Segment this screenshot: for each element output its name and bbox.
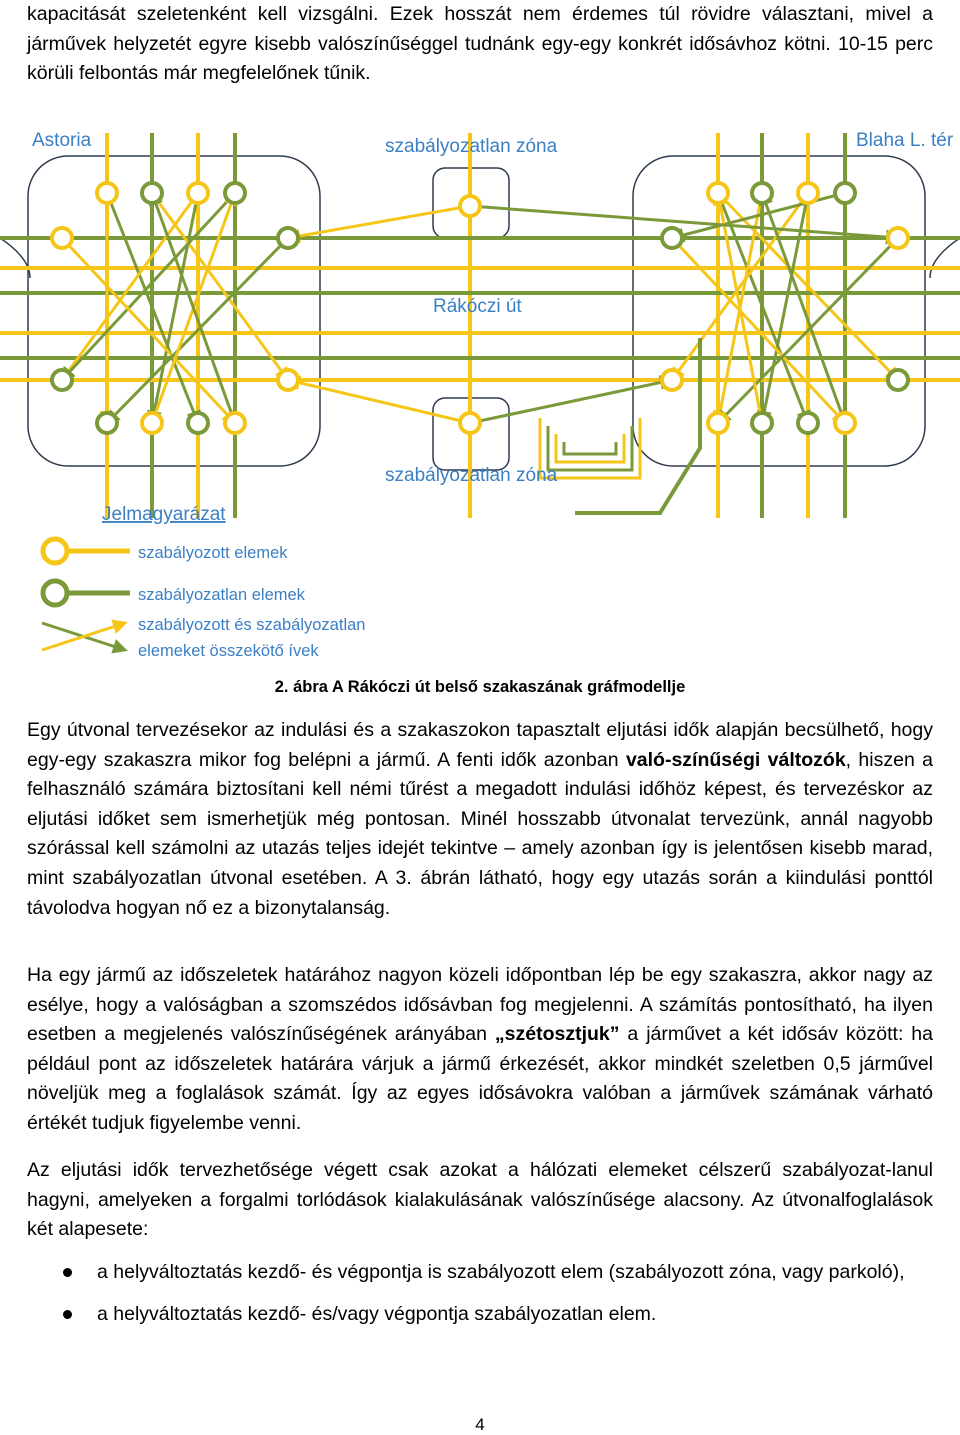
paragraph-1: kapacitását szeletenként kell vizsgálni. Ezek hosszát nem érdemes túl rövidre választani, mivel a járművek helyzetét egyre kisebb valószínűséggel tudnánk egy-egy konkrét idősávhoz kötni. 10-15 perc körüli felbontás már megfelelőnek tűnik.: [27, 3, 933, 85]
legend-arcs-label-2: elemeket összekötő ívek: [138, 642, 319, 660]
exit-path-outer: [575, 338, 700, 513]
regulated-node: [142, 413, 162, 433]
unregulated-node: [97, 413, 117, 433]
regulated-node: [278, 370, 298, 390]
regulated-node: [708, 413, 728, 433]
regulated-node: [798, 183, 818, 203]
connecting-arc: [152, 193, 198, 423]
connecting-arc: [672, 238, 845, 423]
label-rakoczi: Rákóczi út: [433, 296, 522, 317]
unregulated-node: [752, 183, 772, 203]
regulated-node: [225, 413, 245, 433]
zone-blaha: [633, 156, 925, 466]
legend-unregulated-label: szabályozatlan elemek: [138, 586, 305, 604]
unregulated-node: [752, 413, 772, 433]
regulated-node: [97, 183, 117, 203]
bullet-text-2: a helyváltoztatás kezdő- és/vagy végpontja szabályozatlan elem.: [97, 1302, 657, 1325]
legend-arcs-label-1: szabályozott és szabályozatlan: [138, 616, 366, 634]
connecting-arc: [288, 206, 470, 238]
paragraph-4: Az eljutási idők tervezhetősége végett csak azokat a hálózati elemeket célszerű szabályozat-lanul hagyni, amelyeken a forgalmi torlódások kialakulásának valószínűsége alacsony. Az útvonalfoglalások két alapesete:: [27, 1159, 933, 1241]
legend-unregulated-node: [43, 581, 67, 605]
legend-regulated-node: [43, 539, 67, 563]
regulated-node: [188, 183, 208, 203]
road-edge-left: [0, 238, 30, 278]
unregulated-node: [888, 370, 908, 390]
bullet-text-1: a helyváltoztatás kezdő- és végpontja is szabályozott elem (szabályozott zóna, vagy parkoló),: [97, 1261, 905, 1283]
unregulated-node: [278, 228, 298, 248]
bullet-item-2: [27, 1300, 933, 1330]
exit-path: [556, 434, 624, 462]
bullet-dot-icon: [63, 1310, 72, 1319]
label-top-zone: szabályozatlan zóna: [385, 136, 558, 157]
page-number: 4: [475, 1415, 485, 1434]
bullet-item-1: [27, 1258, 933, 1288]
unregulated-node: [188, 413, 208, 433]
regulated-node: [708, 183, 728, 203]
paragraph-3-part-b: a járművet a két idősáv között: ha például pont az időszeletek határára várjuk a jármű érkezését, akkor mindkét szeletben 0,5 járművel növeljük meg a foglalások számát. Így az egyes idősávokra valóban a járművek számának várható értékét tudjuk figyelembe venni.: [27, 1023, 933, 1134]
paragraph-3: [27, 961, 933, 1139]
bullet-dot-icon: [63, 1268, 72, 1277]
regulated-node: [888, 228, 908, 248]
regulated-node: [460, 413, 480, 433]
figure-caption: 2. ábra A Rákóczi út belső szakaszának gráfmodellje: [274, 678, 686, 696]
paragraph-3-bold: „szétosztjuk”: [494, 1023, 620, 1046]
paragraph-2: [27, 716, 933, 923]
unregulated-node: [52, 370, 72, 390]
exit-path: [564, 442, 616, 454]
bullet-list: [27, 1258, 933, 1341]
unregulated-node: [798, 413, 818, 433]
paragraph-2-bold: való-színűségi változók: [625, 748, 846, 771]
regulated-node: [52, 228, 72, 248]
regulated-node: [835, 413, 855, 433]
unregulated-node: [225, 183, 245, 203]
connecting-arc: [470, 380, 672, 423]
paragraph-2-part-a: Egy útvonal tervezésekor az indulási és a szakaszokon tapasztalt eljutási idők alapján becsülhető, hogy egy-egy szakaszra mikor fog belépni a jármű. A fenti idők azonban: [27, 719, 933, 771]
connecting-arc: [288, 380, 470, 423]
legend: [42, 504, 365, 660]
unregulated-node: [142, 183, 162, 203]
legend-title: Jelmagyarázat: [102, 504, 226, 525]
paragraph-3-part-a: Ha egy jármű az időszeletek határához nagyon közeli időpontban lép be egy szakaszra, akkor nagy az esélye, hogy a valóságban a szomszédos idősávban fog megjelenni. A számítás pontosítható, ha ilyen esetben a megjelenés valószínűségének arányában: [27, 964, 933, 1046]
regulated-node: [662, 370, 682, 390]
paragraph-2-part-b: , hiszen a felhasználó számára biztosítani kell némi tűrést a megadott indulási időhöz képest, és tervezéskor az eljutási időket sem ismerhetjük még pontosan. Minél hosszabb útvonalat tervezünk, annál nagyobb szórással kell számolni az utazás teljes idejét tekintve – amely azonban így is jelentősen kisebb marad, mint szabályozatlan útvonal esetében. A 3. ábrán látható, hogy egy utazás során a kiindulási ponttól távolodva hogyan nő ez a bizonytalanság.: [27, 748, 933, 919]
unregulated-node: [835, 183, 855, 203]
regulated-node: [460, 196, 480, 216]
connecting-arc: [152, 193, 288, 380]
label-blaha: Blaha L. tér: [856, 130, 954, 151]
label-astoria: Astoria: [32, 130, 92, 151]
road-edge-right: [930, 238, 960, 278]
label-bottom-zone: szabályozatlan zóna: [385, 465, 558, 486]
connecting-arc: [470, 206, 898, 238]
graph-model-svg: [0, 118, 960, 678]
graph-model-figure: [0, 118, 960, 678]
figure-labels: [32, 130, 954, 486]
legend-regulated-label: szabályozott elemek: [138, 544, 288, 562]
unregulated-node: [662, 228, 682, 248]
